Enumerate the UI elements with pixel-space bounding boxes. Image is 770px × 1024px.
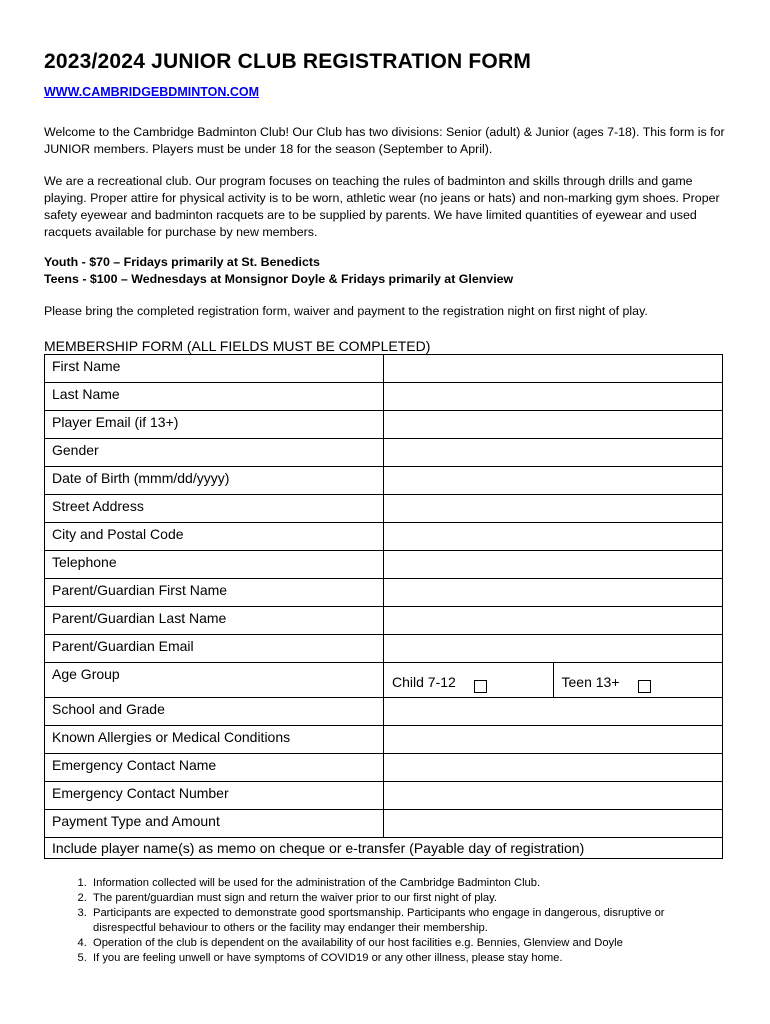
payment-field[interactable] xyxy=(384,810,723,838)
bring-note: Please bring the completed registration form, waiver and payment to the registration night on first night of play. xyxy=(44,304,648,318)
list-item: 3. Participants are expected to demonstrate good sportsmanship. Participants who engage in dangerous, disruptive or disrespectful behaviour to others or the facility may endanger their membership. xyxy=(90,906,730,936)
allergies-field[interactable] xyxy=(384,726,723,754)
date-of-birth-field[interactable] xyxy=(384,467,723,495)
form-row xyxy=(45,810,723,838)
pricing-youth: Youth - $70 – Fridays primarily at St. Benedicts xyxy=(44,255,320,269)
membership-form-table xyxy=(44,354,723,859)
intro-paragraph-2: We are a recreational club. Our program focuses on teaching the rules of badminton and skills through drills and game playing. Proper attire for physical activity is to be worn, athletic wear (no jeans or hats) and non-marking gym shoes. Proper safety eyewear and badminton racquets are to be supplied by parents. We have limited quantities of eyewear and used racquets available for purchase by new members. xyxy=(44,174,720,239)
form-row xyxy=(45,607,723,635)
age-group-options xyxy=(384,663,723,698)
field-label-player-email: Player Email (if 13+) xyxy=(45,411,384,439)
age-option-teen[interactable] xyxy=(553,663,723,697)
player-email-field[interactable] xyxy=(384,411,723,439)
child-checkbox[interactable] xyxy=(474,680,487,693)
telephone-field[interactable] xyxy=(384,551,723,579)
form-row xyxy=(45,411,723,439)
guardian-email-field[interactable] xyxy=(384,635,723,663)
guardian-last-name-field[interactable] xyxy=(384,607,723,635)
first-name-field[interactable] xyxy=(384,355,723,383)
field-label-last-name: Last Name xyxy=(45,383,384,411)
field-label-date-of-birth: Date of Birth (mmm/dd/yyyy) xyxy=(45,467,384,495)
field-label-emergency-name: Emergency Contact Name xyxy=(45,754,384,782)
emergency-name-field[interactable] xyxy=(384,754,723,782)
age-option-child[interactable] xyxy=(384,663,553,697)
field-label-first-name: First Name xyxy=(45,355,384,383)
form-row xyxy=(45,355,723,383)
field-label-school-grade: School and Grade xyxy=(45,698,384,726)
form-row xyxy=(45,635,723,663)
field-label-allergies: Known Allergies or Medical Conditions xyxy=(45,726,384,754)
field-label-emergency-number: Emergency Contact Number xyxy=(45,782,384,810)
gender-field[interactable] xyxy=(384,439,723,467)
form-row xyxy=(45,782,723,810)
form-row xyxy=(45,439,723,467)
form-row xyxy=(45,467,723,495)
list-item: 1. Information collected will be used for the administration of the Cambridge Badminton Club. xyxy=(90,876,730,891)
form-row xyxy=(45,383,723,411)
membership-form-heading: MEMBERSHIP FORM (ALL FIELDS MUST BE COMPLETED) xyxy=(44,338,431,354)
payment-memo-note: Include player name(s) as memo on cheque or e-transfer (Payable day of registration) xyxy=(45,838,723,859)
form-row xyxy=(45,663,723,698)
intro-paragraph-1: Welcome to the Cambridge Badminton Club! Our Club has two divisions: Senior (adult) & Junior (ages 7-18). This form is for JUNIOR members. Players must be under 18 for the season (September to April). xyxy=(44,125,725,156)
list-item: 5. If you are feeling unwell or have symptoms of COVID19 or any other illness, please stay home. xyxy=(90,951,730,966)
field-label-guardian-first-name: Parent/Guardian First Name xyxy=(45,579,384,607)
pricing-block xyxy=(44,254,513,288)
form-row xyxy=(45,754,723,782)
form-row xyxy=(45,551,723,579)
page-title: 2023/2024 JUNIOR CLUB REGISTRATION FORM xyxy=(44,50,532,73)
website-link[interactable]: WWW.CAMBRIDGEBDMINTON.COM xyxy=(44,85,260,99)
field-label-city-postal: City and Postal Code xyxy=(45,523,384,551)
field-label-telephone: Telephone xyxy=(45,551,384,579)
pricing-teens: Teens - $100 – Wednesdays at Monsignor Doyle & Fridays primarily at Glenview xyxy=(44,272,514,286)
form-row xyxy=(45,523,723,551)
field-label-age-group: Age Group xyxy=(45,663,384,698)
teen-checkbox[interactable] xyxy=(638,680,651,693)
last-name-field[interactable] xyxy=(384,383,723,411)
emergency-number-field[interactable] xyxy=(384,782,723,810)
notes-list xyxy=(44,876,730,966)
list-item: 2. The parent/guardian must sign and return the waiver prior to our first night of play. xyxy=(90,891,730,906)
field-label-guardian-last-name: Parent/Guardian Last Name xyxy=(45,607,384,635)
field-label-gender: Gender xyxy=(45,439,384,467)
form-row xyxy=(45,698,723,726)
form-row xyxy=(45,838,723,859)
age-option-child-label: Child 7-12 xyxy=(392,674,456,690)
field-label-payment: Payment Type and Amount xyxy=(45,810,384,838)
guardian-first-name-field[interactable] xyxy=(384,579,723,607)
form-row xyxy=(45,726,723,754)
list-item: 4. Operation of the club is dependent on the availability of our host facilities e.g. Bennies, Glenview and Doyle xyxy=(90,936,730,951)
form-row xyxy=(45,579,723,607)
form-row xyxy=(45,495,723,523)
field-label-guardian-email: Parent/Guardian Email xyxy=(45,635,384,663)
age-option-teen-label: Teen 13+ xyxy=(561,674,620,690)
field-label-street-address: Street Address xyxy=(45,495,384,523)
school-grade-field[interactable] xyxy=(384,698,723,726)
city-postal-field[interactable] xyxy=(384,523,723,551)
street-address-field[interactable] xyxy=(384,495,723,523)
